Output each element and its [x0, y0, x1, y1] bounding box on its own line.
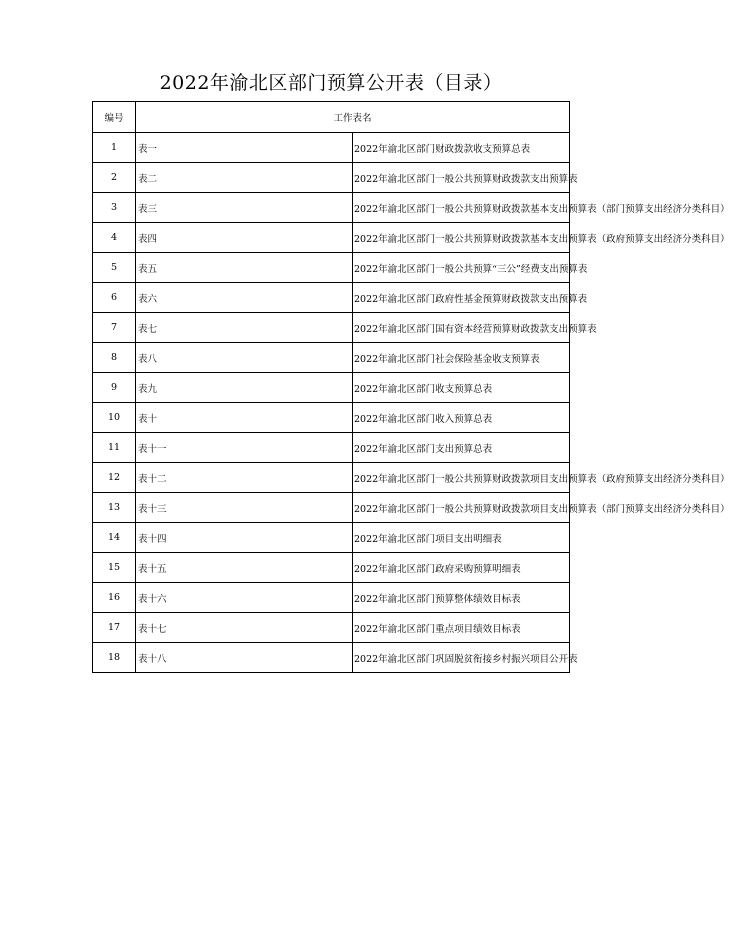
row-sheet-code: 表十三 [136, 493, 353, 523]
row-sheet-code: 表十六 [136, 583, 353, 613]
row-sheet-code: 表一 [136, 133, 353, 163]
row-number: 18 [93, 643, 136, 673]
row-number: 17 [93, 613, 136, 643]
table-row [93, 463, 570, 493]
catalog-table [92, 101, 730, 673]
row-number: 8 [93, 343, 136, 373]
row-sheet-name: 2022年渝北区部门一般公共预算“三公”经费支出预算表 [353, 253, 570, 283]
row-sheet-code: 表二 [136, 163, 353, 193]
row-sheet-name: 2022年渝北区部门支出预算总表 [353, 433, 570, 463]
row-sheet-code: 表三 [136, 193, 353, 223]
row-sheet-name: 2022年渝北区部门一般公共预算财政拨款项目支出预算表（政府预算支出经济分类科目） [353, 463, 570, 493]
table-row [93, 403, 570, 433]
column-header-number: 编号 [93, 102, 136, 133]
table-row [93, 373, 570, 403]
row-number: 7 [93, 313, 136, 343]
table-row [93, 583, 570, 613]
row-sheet-name: 2022年渝北区部门社会保险基金收支预算表 [353, 343, 570, 373]
row-number: 4 [93, 223, 136, 253]
row-sheet-name: 2022年渝北区部门政府性基金预算财政拨款支出预算表 [353, 283, 570, 313]
row-number: 3 [93, 193, 136, 223]
row-number: 12 [93, 463, 136, 493]
row-number: 10 [93, 403, 136, 433]
row-number: 5 [93, 253, 136, 283]
table-row [93, 193, 570, 223]
row-sheet-code: 表十七 [136, 613, 353, 643]
row-sheet-code: 表十 [136, 403, 353, 433]
table-row [93, 433, 570, 463]
row-sheet-name: 2022年渝北区部门一般公共预算财政拨款基本支出预算表（政府预算支出经济分类科目） [353, 223, 570, 253]
row-sheet-code: 表八 [136, 343, 353, 373]
row-sheet-name: 2022年渝北区部门财政拨款收支预算总表 [353, 133, 570, 163]
row-sheet-name: 2022年渝北区部门巩固脱贫衔接乡村振兴项目公开表 [353, 643, 570, 673]
row-sheet-code: 表十八 [136, 643, 353, 673]
table-row [93, 133, 570, 163]
table-row [93, 613, 570, 643]
table-row [93, 223, 570, 253]
row-number: 13 [93, 493, 136, 523]
row-sheet-name: 2022年渝北区部门收支预算总表 [353, 373, 570, 403]
row-sheet-code: 表十二 [136, 463, 353, 493]
table-row [93, 493, 570, 523]
row-number: 6 [93, 283, 136, 313]
page-title: 2022年渝北区部门预算公开表（目录） [159, 72, 503, 94]
row-sheet-code: 表六 [136, 283, 353, 313]
row-sheet-code: 表九 [136, 373, 353, 403]
row-sheet-name: 2022年渝北区部门收入预算总表 [353, 403, 570, 433]
row-number: 9 [93, 373, 136, 403]
table-row [93, 643, 570, 673]
table-row [93, 283, 570, 313]
row-sheet-name: 2022年渝北区部门一般公共预算财政拨款项目支出预算表（部门预算支出经济分类科目） [353, 493, 570, 523]
table-row [93, 313, 570, 343]
row-sheet-name: 2022年渝北区部门国有资本经营预算财政拨款支出预算表 [353, 313, 570, 343]
row-number: 14 [93, 523, 136, 553]
row-sheet-code: 表四 [136, 223, 353, 253]
table-header-row [93, 102, 570, 133]
table-body [93, 133, 730, 673]
row-number: 15 [93, 553, 136, 583]
row-number: 16 [93, 583, 136, 613]
row-sheet-code: 表十四 [136, 523, 353, 553]
row-sheet-name: 2022年渝北区部门一般公共预算财政拨款基本支出预算表（部门预算支出经济分类科目） [353, 193, 570, 223]
row-number: 2 [93, 163, 136, 193]
table-row [93, 163, 570, 193]
row-sheet-code: 表七 [136, 313, 353, 343]
row-number: 11 [93, 433, 136, 463]
row-sheet-code: 表十五 [136, 553, 353, 583]
table-row [93, 253, 570, 283]
row-sheet-code: 表五 [136, 253, 353, 283]
row-number: 1 [93, 133, 136, 163]
row-sheet-name: 2022年渝北区部门政府采购预算明细表 [353, 553, 570, 583]
row-sheet-name: 2022年渝北区部门项目支出明细表 [353, 523, 570, 553]
column-header-name: 工作表名 [136, 102, 570, 133]
row-sheet-name: 2022年渝北区部门预算整体绩效目标表 [353, 583, 570, 613]
row-sheet-code: 表十一 [136, 433, 353, 463]
table-row [93, 343, 570, 373]
row-sheet-name: 2022年渝北区部门重点项目绩效目标表 [353, 613, 570, 643]
table-row [93, 523, 570, 553]
table-row [93, 553, 570, 583]
row-sheet-name: 2022年渝北区部门一般公共预算财政拨款支出预算表 [353, 163, 570, 193]
